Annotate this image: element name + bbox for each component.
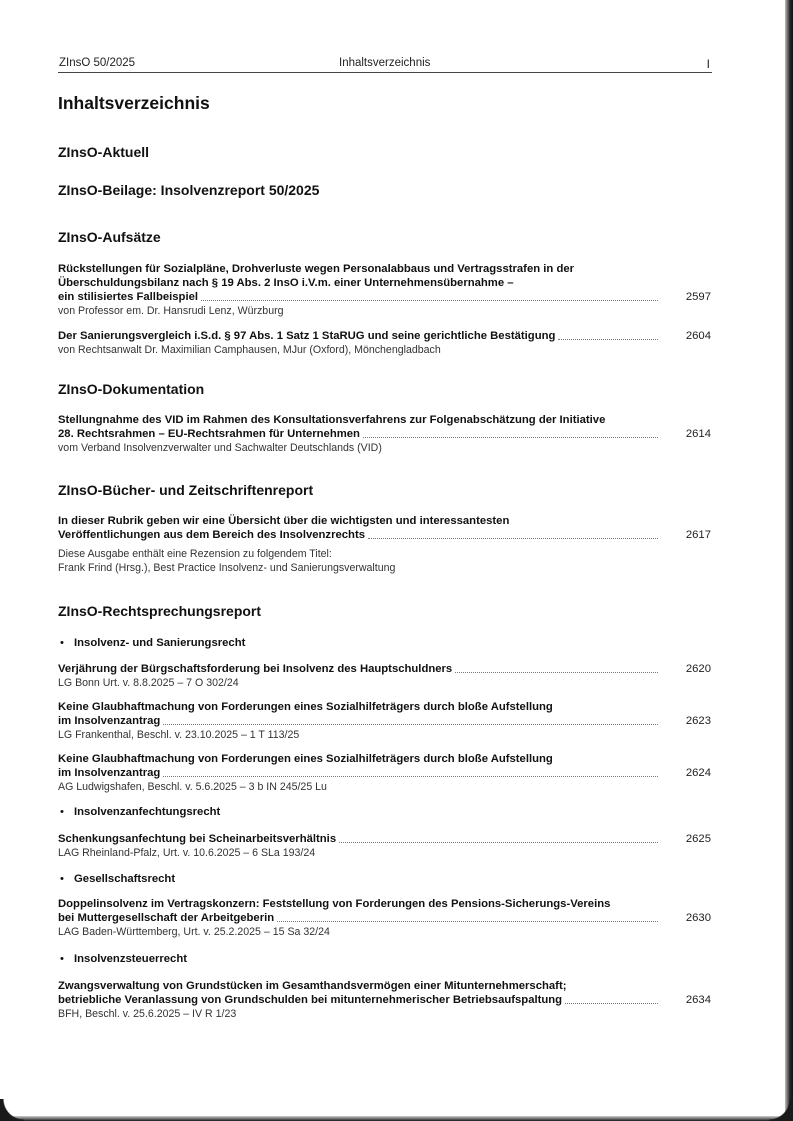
subsection-heading-text: Insolvenzanfechtungsrecht [74,806,221,818]
bullet-icon: • [60,806,64,818]
entry-page-number[interactable]: 2623 [685,715,711,727]
toc-entry[interactable] [58,329,712,357]
entry-title-last-line [58,329,658,343]
entry-title-line: Rückstellungen für Sozialpläne, Drohverluste wegen Personalabbaus und Vertragsstrafen in der [58,263,575,275]
entry-citation: AG Ludwigshafen, Beschl. v. 5.6.2025 – 3 b IN 245/25 Lu [58,781,327,793]
entry-title-line: Keine Glaubhaftmachung von Forderungen eines Sozialhilfeträgers durch bloße Aufstellung [58,753,553,765]
entry-citation: LG Frankenthal, Beschl. v. 23.10.2025 – 1 T 113/25 [58,729,300,741]
subsection-heading-text: Gesellschaftsrecht [74,873,176,885]
entry-title-last-line [58,528,658,542]
dot-leader [565,993,658,1004]
entry-page-number[interactable]: 2604 [685,330,711,342]
dot-leader [163,714,658,725]
scan-edge-bottom [0,1116,793,1121]
entry-title-last-line [58,766,658,780]
entry-title-text: im Insolvenzantrag [58,715,161,727]
scan-corner-right [769,1099,793,1121]
running-head [58,57,712,73]
entry-title-line: Zwangsverwaltung von Grundstücken im Gesamthandsvermögen einer Mitunternehmerschaft; [58,980,567,992]
toc-entry[interactable] [58,979,712,1021]
scan-edge-right [785,0,793,1121]
entry-author: vom Verband Insolvenzverwalter und Sachwalter Deutschlands (VID) [58,442,382,454]
dot-leader [363,427,658,438]
toc-entry[interactable] [58,700,712,742]
entry-title-last-line [58,290,658,304]
subsection-heading [58,873,175,885]
section-heading-aufsaetze: ZInsO-Aufsätze [58,229,161,245]
subsection-heading [58,637,245,649]
entry-title-line: Stellungnahme des VID im Rahmen des Konsultationsverfahrens zur Folgenabschätzung der Initiative [58,414,606,426]
entry-page-number[interactable]: 2630 [685,912,711,924]
toc-entry[interactable] [58,897,712,939]
entry-title-text: betriebliche Veranlassung von Grundschulden bei mitunternehmerischer Betriebsaufspaltung [58,994,563,1006]
section-heading-beilage[interactable]: ZInsO-Beilage: Insolvenzreport 50/2025 [58,182,320,198]
entry-page-number[interactable]: 2634 [685,994,711,1006]
entry-citation: LAG Rheinland-Pfalz, Urt. v. 10.6.2025 – 6 SLa 193/24 [58,847,316,859]
entry-page-number[interactable]: 2624 [685,767,711,779]
bullet-icon: • [60,637,64,649]
entry-title-text: Der Sanierungsvergleich i.S.d. § 97 Abs. 1 Satz 1 StaRUG und seine gerichtliche Bestätigung [58,330,556,342]
scan-corner-left [0,1099,24,1121]
entry-title-last-line [58,427,658,441]
page-number-roman: I [706,57,710,71]
entry-page-number[interactable]: 2620 [685,663,711,675]
toc-entry[interactable] [58,514,712,575]
entry-title-line: In dieser Rubrik geben wir eine Übersicht über die wichtigsten und interessantesten [58,515,510,527]
entry-page-number[interactable]: 2597 [685,291,711,303]
toc-entry[interactable] [58,832,712,860]
entry-title-last-line [58,662,658,676]
entry-title-text: Schenkungsanfechtung bei Scheinarbeitsverhältnis [58,833,337,845]
bullet-icon: • [60,873,64,885]
toc-entry[interactable] [58,262,712,318]
entry-page-number[interactable]: 2614 [685,428,711,440]
section-heading-rechtsprechung: ZInsO-Rechtsprechungsreport [58,603,262,619]
subsection-heading-text: Insolvenz- und Sanierungsrecht [74,637,246,649]
dot-leader [277,911,658,922]
entry-title-text: im Insolvenzantrag [58,767,161,779]
entry-title-text: Verjährung der Bürgschaftsforderung bei Insolvenz des Hauptschuldners [58,663,453,675]
entry-title-line: Überschuldungsbilanz nach § 19 Abs. 2 InsO i.V.m. einer Unternehmensübernahme – [58,277,514,289]
entry-title-last-line [58,832,658,846]
dot-leader [558,329,658,340]
section-heading-buecher: ZInsO-Bücher- und Zeitschriftenreport [58,482,314,498]
entry-title-line: Doppelinsolvenz im Vertragskonzern: Feststellung von Forderungen des Pensions-Sicherungs-Vereins [58,898,611,910]
bullet-icon: • [60,953,64,965]
dot-leader [455,662,658,673]
issue-label: ZInsO 50/2025 [59,57,136,69]
entry-note: Diese Ausgabe enthält eine Rezension zu folgendem Titel: [58,548,332,560]
entry-title-text: 28. Rechtsrahmen – EU-Rechtsrahmen für Unternehmen [58,428,360,440]
running-head-title: Inhaltsverzeichnis [339,57,431,69]
entry-citation: BFH, Beschl. v. 25.6.2025 – IV R 1/23 [58,1008,237,1020]
entry-page-number[interactable]: 2625 [685,833,711,845]
section-heading-aktuell[interactable]: ZInsO-Aktuell [58,144,150,160]
entry-page-number[interactable]: 2617 [685,529,711,541]
entry-title-text: ein stilisiertes Fallbeispiel [58,291,199,303]
entry-author: von Rechtsanwalt Dr. Maximilian Camphausen, MJur (Oxford), Mönchengladbach [58,344,441,356]
entry-author: von Professor em. Dr. Hansrudi Lenz, Würzburg [58,305,284,317]
dot-leader [163,766,658,777]
entry-title-last-line [58,993,658,1007]
subsection-heading-text: Insolvenzsteuerrecht [74,953,188,965]
toc-entry[interactable] [58,662,712,690]
toc-entry[interactable] [58,413,712,455]
dot-leader [201,290,658,301]
entry-title-last-line [58,714,658,728]
entry-title-text: Veröffentlichungen aus dem Bereich des Insolvenzrechts [58,529,365,541]
subsection-heading [58,953,187,965]
section-heading-dokumentation: ZInsO-Dokumentation [58,381,205,397]
page-title: Inhaltsverzeichnis [58,93,210,113]
dot-leader [339,832,658,843]
subsection-heading [58,806,220,818]
entry-title-last-line [58,911,658,925]
toc-entry[interactable] [58,752,712,794]
dot-leader [368,528,658,539]
entry-note: Frank Frind (Hrsg.), Best Practice Insolvenz- und Sanierungsverwaltung [58,562,396,574]
entry-citation: LAG Baden-Württemberg, Urt. v. 25.2.2025 – 15 Sa 32/24 [58,926,330,938]
entry-title-text: bei Muttergesellschaft der Arbeitgeberin [58,912,275,924]
entry-citation: LG Bonn Urt. v. 8.8.2025 – 7 O 302/24 [58,677,239,689]
entry-title-line: Keine Glaubhaftmachung von Forderungen eines Sozialhilfeträgers durch bloße Aufstellung [58,701,553,713]
